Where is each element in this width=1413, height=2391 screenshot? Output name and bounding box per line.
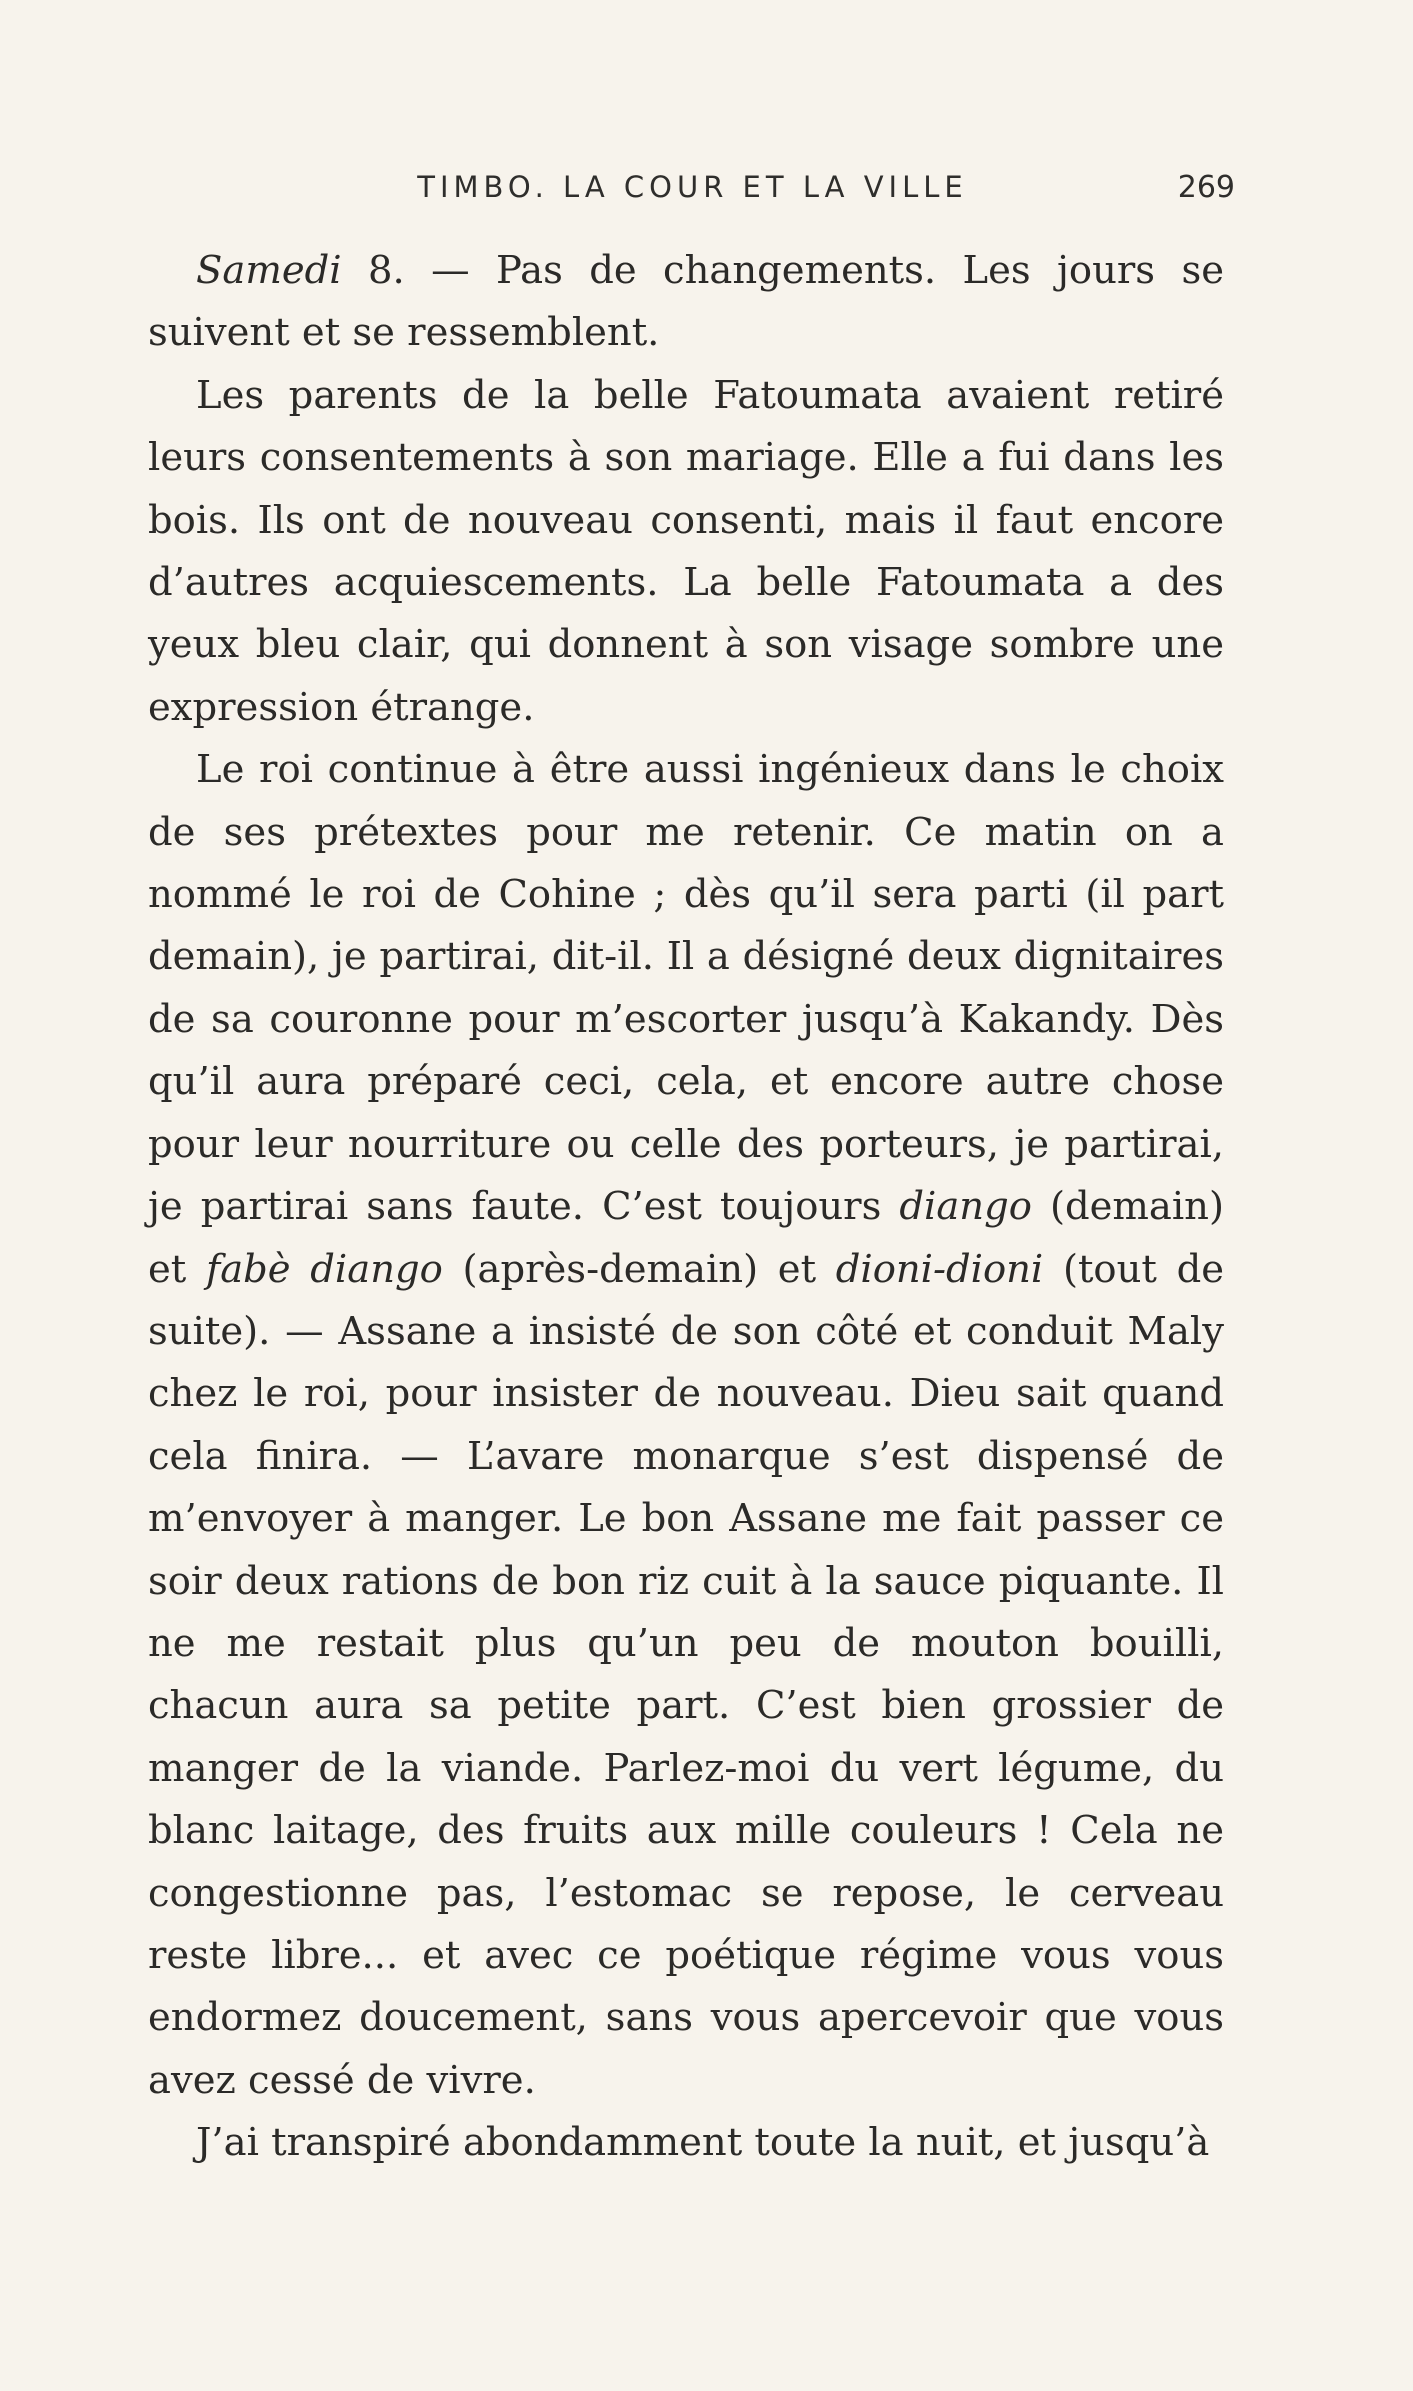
paragraph-text: Le roi continue à être aussi ingénieux dans le choix de ses prétextes pour me retenir. Ce matin on a nommé le roi de Cohine ; dès qu’il sera parti (il part demain), je partirai, dit-il. Il a désigné deux dignitaires de sa couronne pour m’escorter jusqu’à Kakandy. Dès qu’il aura préparé ceci, cela, et encore autre chose pour leur nourriture ou celle des porteurs, je partirai, je partirai sans faute. C’est toujours	[148, 747, 1224, 1230]
paragraph-text: (demain) et	[148, 1184, 1224, 1292]
paragraph-fatoumata	[148, 365, 1224, 739]
paragraph-text: J’ai transpiré abondamment toute la nuit, et jusqu’à	[196, 2120, 1210, 2166]
term-diango: diango	[899, 1184, 1032, 1230]
page-number: 269	[1177, 170, 1235, 205]
term-dioni-dioni: dioni-dioni	[835, 1246, 1044, 1292]
paragraph-roi	[148, 739, 1224, 2112]
day-label: Samedi	[196, 248, 342, 293]
paragraph-text: 8. — Pas de changements. Les jours se suivent et se ressemblent.	[148, 248, 1224, 356]
running-head	[150, 170, 1235, 214]
paragraph-text: (tout de suite). — Assane a insisté de son côté et conduit Maly chez le roi, pour insister de nouveau. Dieu sait quand cela finira. — L’avare monarque s’est dispensé de m’envoyer à manger. Le bon Assane me fait passer ce soir deux rations de bon riz cuit à la sauce piquante. Il ne me restait plus qu’un peu de mouton bouilli, chacun aura sa petite part. C’est bien grossier de manger de la viande. Parlez-moi du vert légume, du blanc laitage, des fruits aux mille couleurs ! Cela ne congestionne pas, l’estomac se repose, le cerveau reste libre... et avec ce poétique régime vous vous endormez doucement, sans vous apercevoir que vous avez cessé de vivre.	[148, 1246, 1224, 2103]
body-text	[148, 240, 1224, 2175]
paragraph-samedi	[148, 240, 1224, 365]
term-fabe-diango: fabè diango	[205, 1246, 443, 1292]
paragraph-text: Les parents de la belle Fatoumata avaient retiré leurs consentements à son mariage. Elle a fui dans les bois. Ils ont de nouveau consenti, mais il faut encore d’autres acquiescements. La belle Fatoumata a des yeux bleu clair, qui donnent à son visage sombre une expression étrange.	[148, 372, 1224, 730]
paragraph-transpire	[148, 2112, 1224, 2174]
running-title: TIMBO. LA COUR ET LA VILLE	[417, 170, 968, 204]
paragraph-text: (après-demain) et	[442, 1246, 836, 1292]
